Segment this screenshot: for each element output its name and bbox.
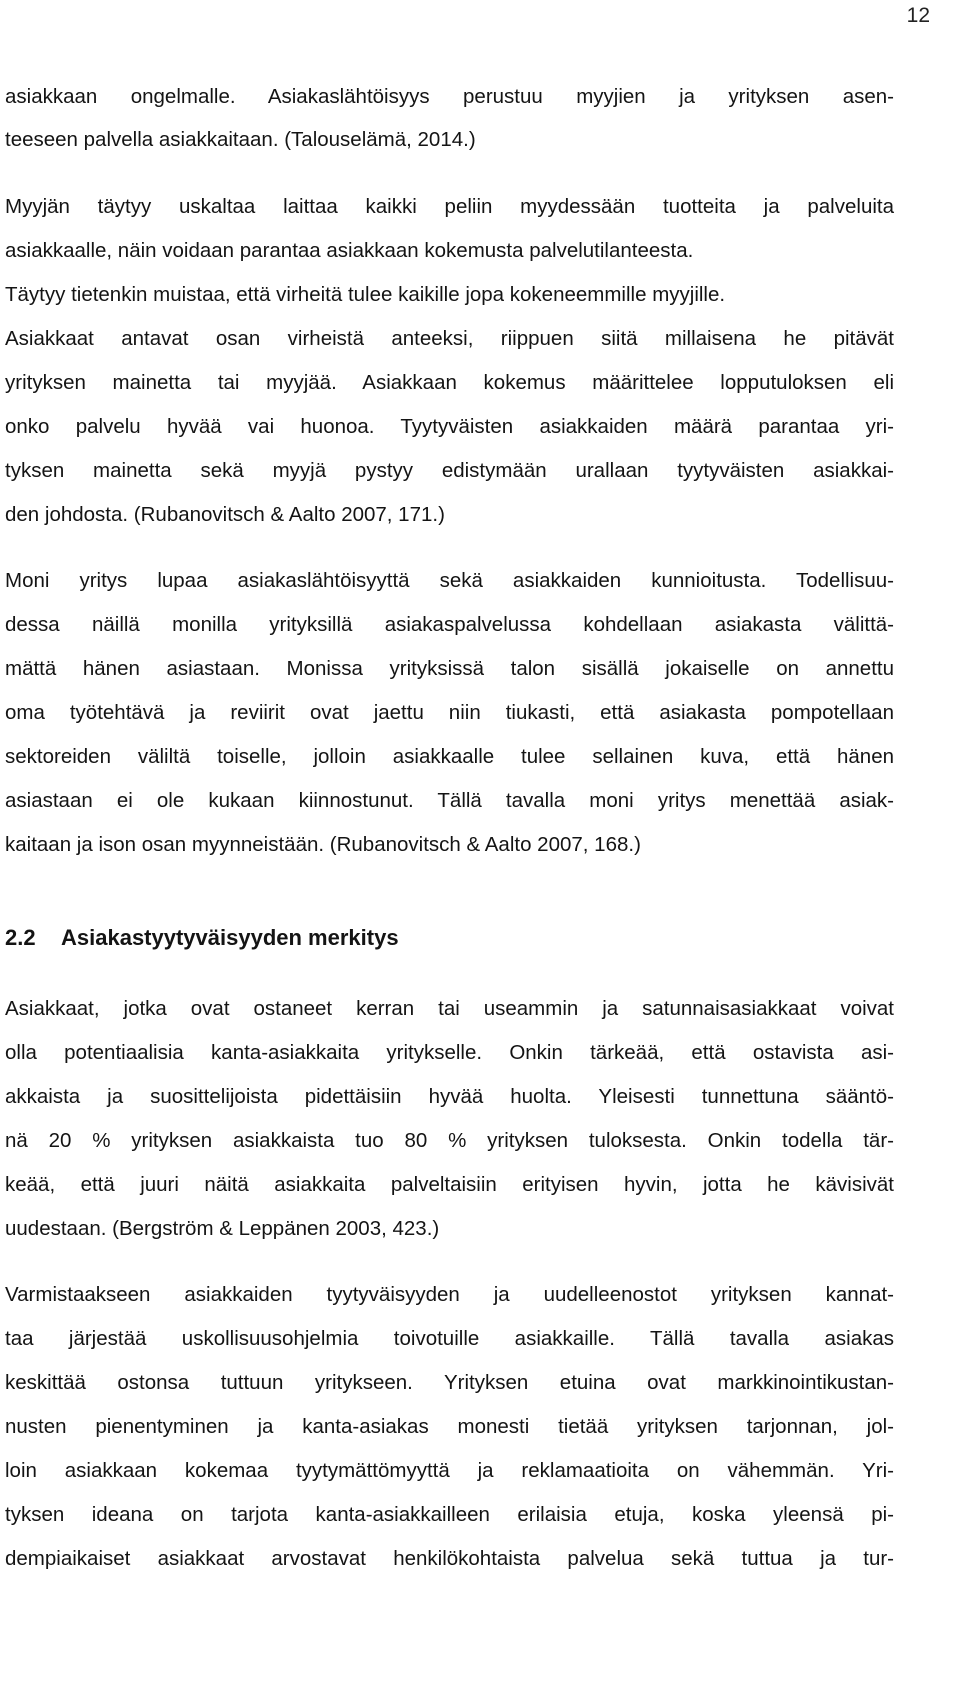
text-line: Asiakkaat, jotka ovat ostaneet kerran tai useammin ja satunnaisasiakkaat voivat [5,997,894,1020]
text-line: tyksen mainetta sekä myyjä pystyy edistymään urallaan tyytyväisten asiakkai- [5,459,894,482]
text-line: dempiaikaiset asiakkaat arvostavat henkilökohtaista palvelua sekä tuttua ja tur- [5,1547,894,1570]
text-line: uudestaan. (Bergström & Leppänen 2003, 423.) [5,1217,440,1240]
text-line: Varmistaakseen asiakkaiden tyytyväisyyden ja uudelleenostot yrityksen kannat- [5,1283,894,1306]
text-line: asiastaan ei ole kukaan kiinnostunut. Tällä tavalla moni yritys menettää asiak- [5,789,894,812]
text-line: mättä hänen asiastaan. Monissa yrityksissä talon sisällä jokaiselle on annettu [5,657,894,680]
text-line: sektoreiden väliltä toiselle, jolloin asiakkaalle tulee sellainen kuva, että hänen [5,745,894,768]
text-line: asiakkaalle, näin voidaan parantaa asiakkaan kokemusta palvelutilanteesta. [5,239,694,262]
text-line: dessa näillä monilla yrityksillä asiakaspalvelussa kohdellaan asiakasta välittä- [5,613,894,636]
section-title: Asiakastyytyväisyyden merkitys [61,925,399,950]
section-number: 2.2 [5,925,36,950]
text-line: akkaista ja suosittelijoista pidettäisiin hyvää huolta. Yleisesti tunnettuna sääntö- [5,1085,894,1108]
text-line: nä 20 % yrityksen asiakkaista tuo 80 % yrityksen tuloksesta. Onkin todella tär- [5,1129,894,1152]
text-line: loin asiakkaan kokemaa tyytymättömyyttä ja reklamaatioita on vähemmän. Yri- [5,1459,894,1482]
text-line: Asiakkaat antavat osan virheistä anteeksi, riippuen siitä millaisena he pitävät [5,327,894,350]
text-line: teeseen palvella asiakkaitaan. (Talouselämä, 2014.) [5,128,476,151]
text-line: keää, että juuri näitä asiakkaita palveltaisiin erityisen hyvin, jotta he kävisivät [5,1173,894,1196]
text-line: tyksen ideana on tarjota kanta-asiakkailleen erilaisia etuja, koska yleensä pi- [5,1503,894,1526]
text-line: keskittää ostonsa tuttuun yritykseen. Yrityksen etuina ovat markkinointikustan- [5,1371,894,1394]
text-line: olla potentiaalisia kanta-asiakkaita yritykselle. Onkin tärkeää, että ostavista asi- [5,1041,894,1064]
text-line: kaitaan ja ison osan myynneistään. (Rubanovitsch & Aalto 2007, 168.) [5,833,641,856]
text-line: nusten pienentyminen ja kanta-asiakas monesti tietää yrityksen tarjonnan, jol- [5,1415,894,1438]
text-line: taa järjestää uskollisuusohjelmia toivotuille asiakkaille. Tällä tavalla asiakas [5,1327,894,1350]
text-line: yrityksen mainetta tai myyjää. Asiakkaan kokemus määrittelee lopputuloksen eli [5,371,894,394]
text-line: oma työtehtävä ja reviirit ovat jaettu niin tiukasti, että asiakasta pompotellaan [5,701,894,724]
text-line: Moni yritys lupaa asiakaslähtöisyyttä sekä asiakkaiden kunnioitusta. Todellisuu- [5,569,894,592]
text-line: Myyjän täytyy uskaltaa laittaa kaikki peliin myydessään tuotteita ja palveluita [5,195,894,218]
text-line: asiakkaan ongelmalle. Asiakaslähtöisyys perustuu myyjien ja yrityksen asen- [5,85,894,108]
section-heading [5,922,399,954]
page-number: 12 [906,4,930,27]
text-line: Täytyy tietenkin muistaa, että virheitä tulee kaikille jopa kokeneemmille myyjille. [5,283,726,306]
text-line: den johdosta. (Rubanovitsch & Aalto 2007, 171.) [5,503,445,526]
text-line: onko palvelu hyvää vai huonoa. Tyytyväisten asiakkaiden määrä parantaa yri- [5,415,894,438]
